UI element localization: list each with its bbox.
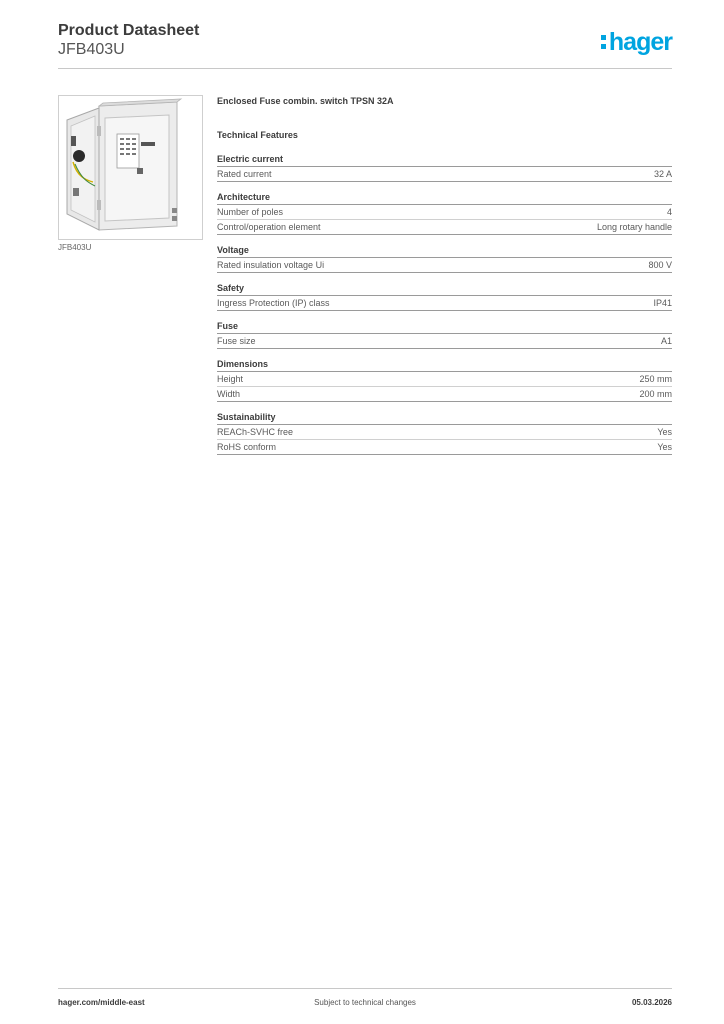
section-title: Electric current: [217, 154, 672, 167]
spec-section-fuse: [217, 321, 672, 349]
spec-value: 32 A: [653, 169, 672, 179]
spec-row: [217, 296, 672, 311]
spec-value: 250 mm: [639, 374, 672, 384]
spec-row: [217, 205, 672, 220]
section-title: Fuse: [217, 321, 672, 334]
section-title: Voltage: [217, 245, 672, 258]
spec-section-electric-current: [217, 154, 672, 182]
logo-dots-icon: [601, 35, 606, 53]
section-title: Architecture: [217, 192, 672, 205]
section-title: Safety: [217, 283, 672, 296]
spec-section-voltage: [217, 245, 672, 273]
spec-label: Fuse size: [217, 336, 256, 346]
spec-value: IP41: [653, 298, 672, 308]
spec-row: [217, 372, 672, 387]
spec-label: Control/operation element: [217, 222, 321, 232]
page-header: [58, 22, 672, 60]
footer-divider: [58, 988, 672, 989]
spec-value: 800 V: [648, 260, 672, 270]
technical-features-title: Technical Features: [217, 130, 298, 140]
doc-title: Product Datasheet: [58, 22, 200, 39]
section-title: Dimensions: [217, 359, 672, 372]
spec-row: [217, 334, 672, 349]
spec-label: RoHS conform: [217, 442, 277, 452]
spec-row: [217, 220, 672, 235]
spec-row: [217, 425, 672, 440]
footer-date: 05.03.2026: [631, 998, 672, 1007]
spec-label: Rated current: [217, 169, 272, 179]
product-code: JFB403U: [58, 41, 125, 58]
image-caption: JFB403U: [58, 243, 92, 252]
spec-label: Ingress Protection (IP) class: [217, 298, 330, 308]
footer-notice: Subject to technical changes: [314, 998, 416, 1007]
hager-logo: [601, 28, 672, 57]
spec-row: [217, 258, 672, 273]
product-name: Enclosed Fuse combin. switch TPSN 32A: [217, 96, 394, 106]
enclosure-illustration-icon: [59, 96, 202, 239]
spec-label: Rated insulation voltage Ui: [217, 260, 325, 270]
footer-website-link[interactable]: hager.com/middle-east: [58, 998, 145, 1007]
spec-value: 200 mm: [639, 389, 672, 399]
spec-section-safety: [217, 283, 672, 311]
header-divider: [58, 68, 672, 69]
product-image: [58, 95, 203, 240]
spec-label: REACh-SVHC free: [217, 427, 294, 437]
spec-value: Yes: [657, 442, 672, 452]
spec-section-sustainability: [217, 412, 672, 455]
section-title: Sustainability: [217, 412, 672, 425]
spec-value: 4: [666, 207, 672, 217]
spec-value: Yes: [657, 427, 672, 437]
spec-row: [217, 387, 672, 402]
spec-row: [217, 440, 672, 455]
logo-text: hager: [608, 28, 672, 56]
spec-label: Number of poles: [217, 207, 284, 217]
spec-section-dimensions: [217, 359, 672, 402]
spec-label: Width: [217, 389, 241, 399]
spec-section-architecture: [217, 192, 672, 235]
spec-value: A1: [660, 336, 672, 346]
spec-value: Long rotary handle: [596, 222, 672, 232]
spec-row: [217, 167, 672, 182]
specifications: [217, 96, 672, 455]
spec-label: Height: [217, 374, 244, 384]
